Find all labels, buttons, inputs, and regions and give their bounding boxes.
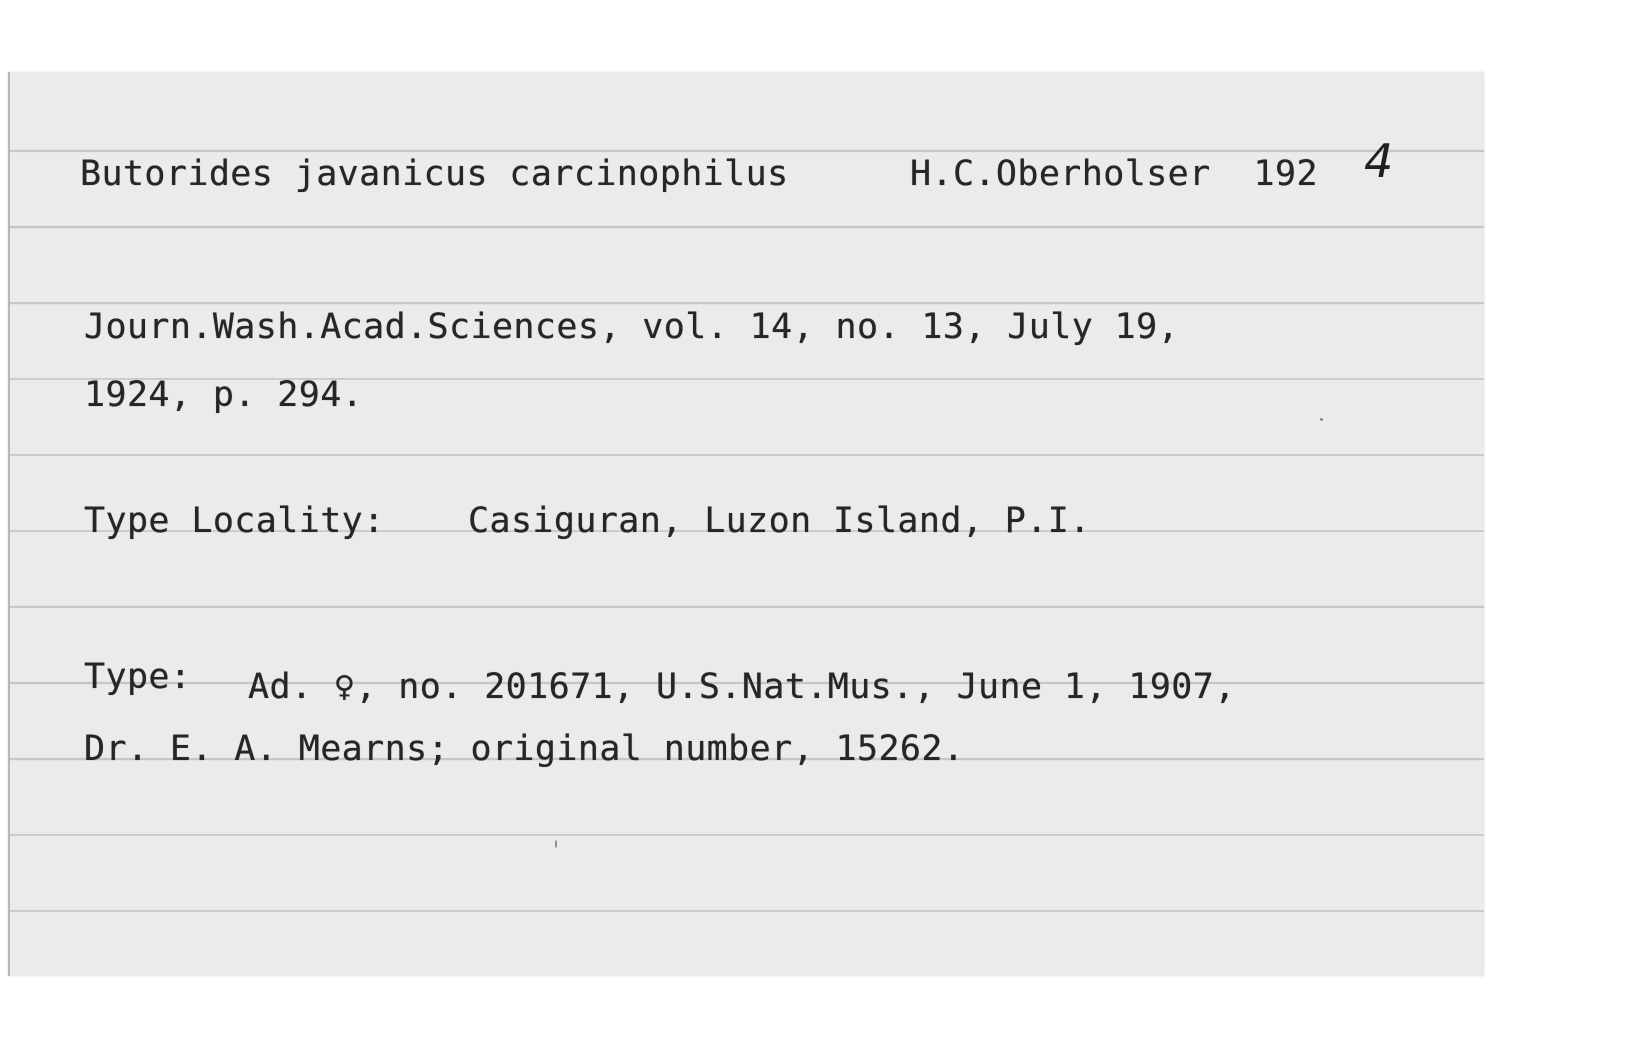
- handwritten-year-correction: 4: [1364, 134, 1394, 188]
- citation-line-2: 1924, p. 294.: [84, 375, 364, 415]
- stray-mark: [555, 840, 557, 848]
- author-and-year: H.C.Oberholser 192: [910, 154, 1318, 194]
- stray-mark: [1320, 418, 1323, 421]
- index-card: [8, 72, 1484, 976]
- type-locality-label: Type Locality:: [84, 501, 385, 541]
- species-name: Butorides javanicus carcinophilus: [80, 154, 789, 194]
- type-specimen-line-1: Ad. ♀, no. 201671, U.S.Nat.Mus., June 1, 1907,: [248, 667, 1236, 707]
- type-specimen-line-2: Dr. E. A. Mearns; original number, 15262.: [84, 729, 965, 769]
- type-locality-value: Casiguran, Luzon Island, P.I.: [468, 501, 1091, 541]
- citation-line-1: Journ.Wash.Acad.Sciences, vol. 14, no. 13, July 19,: [84, 307, 1180, 347]
- type-label: Type:: [84, 657, 192, 697]
